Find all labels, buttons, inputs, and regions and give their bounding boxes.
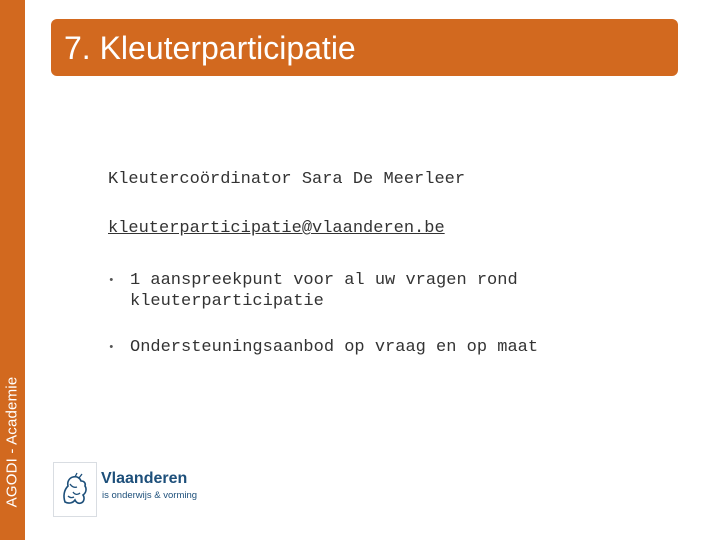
bullet-marker: • <box>108 342 115 354</box>
bullet-text: 1 aanspreekpunt voor al uw vragen rond kleuterparticipatie <box>130 271 518 311</box>
logo-tagline: is onderwijs & vorming <box>102 490 198 501</box>
flemish-lion-icon <box>53 462 97 517</box>
title-banner <box>51 19 678 76</box>
logo-name: Vlaanderen <box>101 470 188 487</box>
coordinator-line: Kleutercoördinator Sara De Meerleer <box>108 170 466 189</box>
bullet-text: Ondersteuningsaanbod op vraag en op maat <box>130 338 539 357</box>
side-label-text: AGODI - Academie <box>3 376 21 508</box>
side-label <box>0 360 25 525</box>
page-title: 7. Kleuterparticipatie <box>64 30 356 66</box>
bullet-marker: • <box>108 275 115 287</box>
email-link[interactable]: kleuterparticipatie@vlaanderen.be <box>108 219 445 238</box>
